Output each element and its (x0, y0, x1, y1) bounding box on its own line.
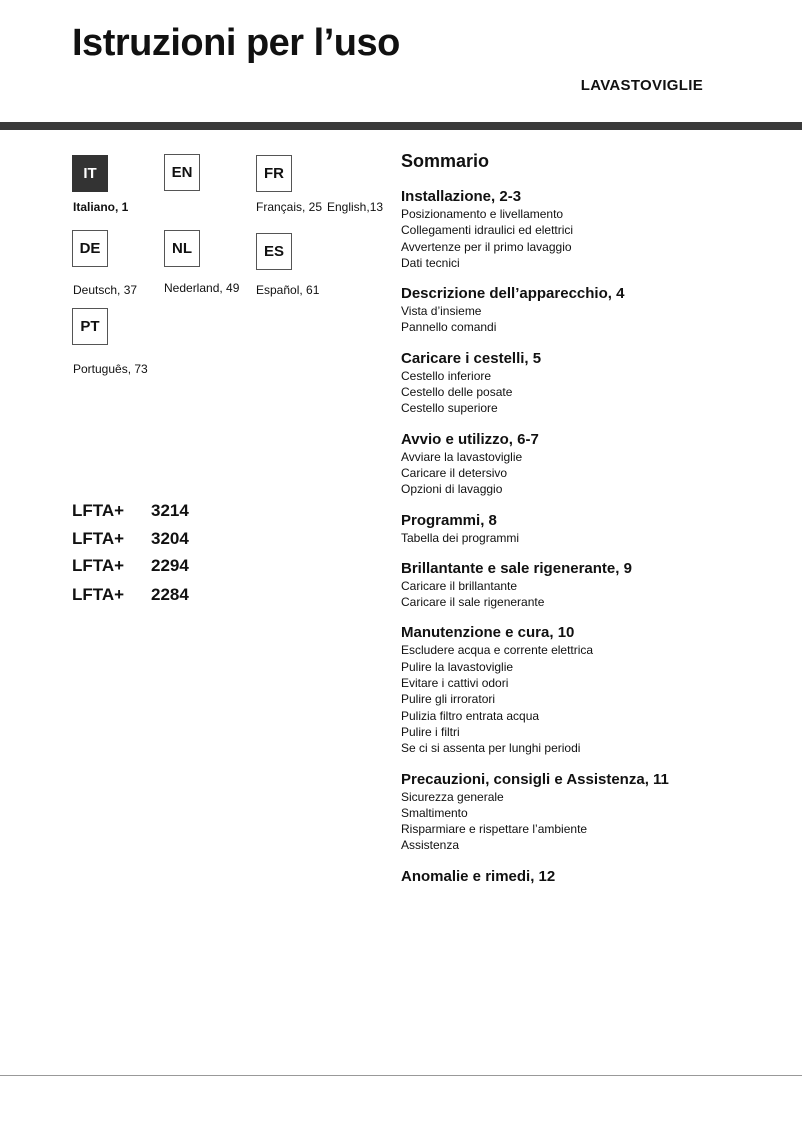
section-title[interactable]: Installazione, 2-3 (401, 188, 522, 205)
summary-sections (401, 188, 781, 886)
summary-section (401, 431, 781, 498)
section-title[interactable]: Brillantante e sale rigenerante, 9 (401, 559, 632, 577)
section-item: Se ci si assenta per lunghi periodi (401, 741, 581, 756)
summary-section (401, 285, 781, 336)
section-item: Collegamenti idraulici ed elettrici (401, 223, 574, 238)
section-item: Pannello comandi (401, 320, 497, 335)
section-item: Cestello inferiore (401, 368, 492, 383)
section-item: Caricare il brillantante (401, 578, 518, 593)
section-title[interactable]: Anomalie e rimedi, 12 (401, 867, 556, 885)
summary-section (401, 560, 781, 611)
header-divider (0, 122, 802, 130)
model-code: 3214 (151, 501, 189, 520)
model-prefix: LFTA+ (72, 556, 125, 575)
lang-label-de: Deutsch, 37 (73, 283, 138, 297)
lang-box-de[interactable]: DE (72, 230, 108, 267)
product-type: LAVASTOVIGLIE (580, 77, 703, 94)
section-item: Risparmiare e rispettare l’ambiente (401, 822, 588, 837)
lang-label-en: English,13 (327, 200, 384, 214)
section-item: Caricare il sale rigenerante (401, 595, 545, 610)
section-item: Tabella dei programmi (401, 530, 520, 545)
footer-divider (0, 1075, 802, 1076)
model-code: 3204 (151, 529, 189, 548)
summary-section (401, 868, 781, 886)
lang-box-en[interactable]: EN (164, 154, 200, 191)
summary-title: Sommario (401, 151, 490, 171)
lang-label-it: Italiano, 1 (73, 200, 129, 214)
section-item: Assistenza (401, 838, 460, 853)
section-item: Pulizia filtro entrata acqua (401, 708, 540, 723)
lang-box-it[interactable]: IT (72, 155, 108, 192)
section-title[interactable]: Precauzioni, consigli e Assistenza, 11 (401, 770, 669, 788)
summary-section (401, 771, 781, 854)
model-row (72, 585, 189, 605)
section-item: Cestello superiore (401, 401, 498, 416)
section-title[interactable]: Manutenzione e cura, 10 (401, 624, 575, 642)
section-item: Vista d’insieme (401, 304, 482, 319)
summary-section (401, 624, 781, 756)
model-row (72, 501, 189, 521)
section-item: Posizionamento e livellamento (401, 207, 564, 221)
section-item: Avvertenze per il primo lavaggio (401, 239, 572, 254)
section-item: Caricare il detersivo (401, 465, 508, 480)
lang-box-fr[interactable]: FR (256, 155, 292, 192)
section-item: Pulire la lavastoviglie (401, 659, 514, 674)
summary-section (401, 512, 781, 546)
summary (401, 151, 781, 900)
section-item: Dati tecnici (401, 255, 460, 270)
section-item: Pulire gli irroratori (401, 692, 496, 707)
section-item: Escludere acqua e corrente elettrica (401, 643, 594, 658)
section-item: Sicurezza generale (401, 789, 504, 804)
lang-label-fr: Français, 25 (256, 200, 323, 214)
model-row (72, 556, 189, 576)
section-item: Opzioni di lavaggio (401, 482, 503, 497)
section-item: Evitare i cattivi odori (401, 676, 509, 691)
lang-box-nl[interactable]: NL (164, 230, 200, 267)
model-code: 2294 (151, 556, 189, 575)
section-item: Avviare la lavastoviglie (401, 449, 523, 464)
section-item: Cestello delle posate (401, 385, 513, 400)
model-prefix: LFTA+ (72, 501, 125, 520)
lang-box-pt[interactable]: PT (72, 308, 108, 345)
lang-label-nl: Nederland, 49 (164, 281, 240, 295)
model-row (72, 529, 189, 549)
lang-label-es: Español, 61 (256, 283, 320, 297)
section-title[interactable]: Descrizione dell’apparecchio, 4 (401, 285, 625, 303)
section-title[interactable]: Avvio e utilizzo, 6-7 (401, 430, 539, 448)
lang-label-pt: Português, 73 (73, 362, 148, 376)
model-code: 2284 (151, 585, 189, 604)
summary-section (401, 350, 781, 417)
section-title[interactable]: Caricare i cestelli, 5 (401, 349, 542, 367)
section-item: Pulire i filtri (401, 724, 460, 739)
summary-section (401, 188, 781, 271)
section-item: Smaltimento (401, 805, 468, 820)
model-prefix: LFTA+ (72, 529, 125, 548)
section-title[interactable]: Programmi, 8 (401, 511, 497, 529)
page-title: Istruzioni per l’uso (72, 22, 400, 64)
lang-box-es[interactable]: ES (256, 233, 292, 270)
model-prefix: LFTA+ (72, 585, 125, 604)
